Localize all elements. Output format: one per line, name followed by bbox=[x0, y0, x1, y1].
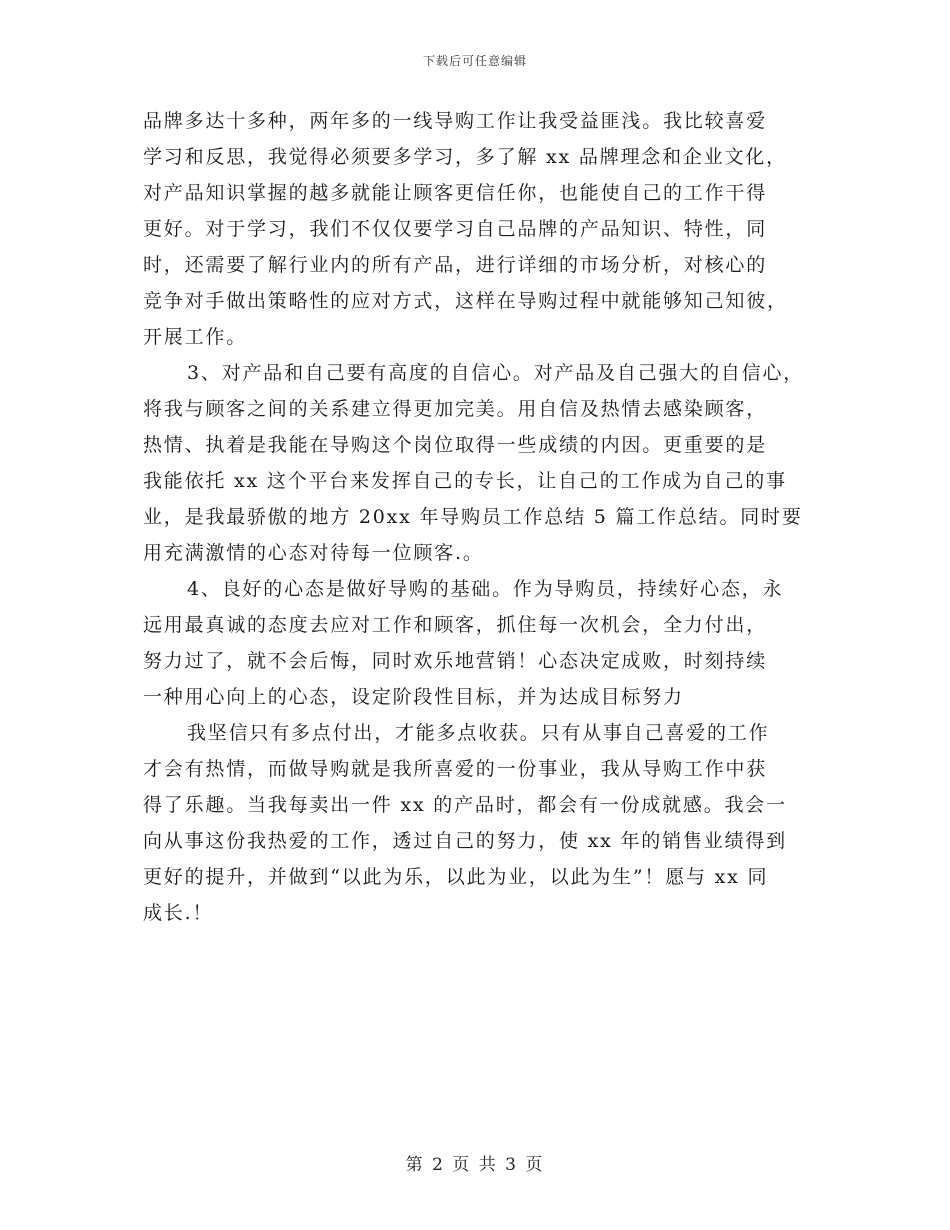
text-line: 才会有热情，而做导购就是我所喜爱的一份事业，我从导购工作中获 bbox=[143, 758, 768, 780]
text-line: 成长.！ bbox=[143, 902, 214, 924]
text-line: 业，是我最骄傲的地方 20xx 年导购员工作总结 5 篇工作总结。同时要 bbox=[143, 506, 803, 528]
paragraph-3 bbox=[143, 571, 823, 715]
text-line: 努力过了，就不会后悔，同时欢乐地营销！心态决定成败，时刻持续 bbox=[143, 650, 768, 672]
page-header: 下载后可任意编辑 bbox=[422, 54, 527, 68]
document-body bbox=[143, 103, 823, 931]
paragraph-1 bbox=[143, 103, 823, 355]
text-line: 时，还需要了解行业内的所有产品，进行详细的市场分析，对核心的 bbox=[143, 254, 768, 276]
text-line: 对产品知识掌握的越多就能让顾客更信任你，也能使自己的工作干得 bbox=[143, 182, 768, 204]
text-line: 学习和反思，我觉得必须要多学习，多了解 xx 品牌理念和企业文化， bbox=[143, 146, 787, 168]
text-line-indented: 4、良好的心态是做好导购的基础。作为导购员，持续好心态，永 bbox=[187, 578, 784, 600]
text-line: 热情、执着是我能在导购这个岗位取得一些成绩的内因。更重要的是 bbox=[143, 434, 768, 456]
text-line: 竞争对手做出策略性的应对方式，这样在导购过程中就能够知己知彼， bbox=[143, 290, 788, 312]
text-line: 开展工作。 bbox=[143, 326, 248, 348]
text-line: 远用最真诚的态度去应对工作和顾客，抓住每一次机会，全力付出， bbox=[143, 614, 768, 636]
text-line: 将我与顾客之间的关系建立得更加完美。用自信及热情去感染顾客， bbox=[143, 398, 768, 420]
text-line: 我能依托 xx 这个平台来发挥自己的专长，让自己的工作成为自己的事 bbox=[143, 470, 787, 492]
text-line: 品牌多达十多种，两年多的一线导购工作让我受益匪浅。我比较喜爱 bbox=[143, 110, 768, 132]
paragraph-2 bbox=[143, 355, 823, 571]
page-footer: 第 2 页 共 3 页 bbox=[405, 1155, 545, 1175]
text-line: 向从事这份我热爱的工作，透过自己的努力，使 xx 年的销售业绩得到 bbox=[143, 830, 787, 852]
text-line: 更好。对于学习，我们不仅仅要学习自己品牌的产品知识、特性，同 bbox=[143, 218, 768, 240]
text-line-indented: 3、对产品和自己要有高度的自信心。对产品及自己强大的自信心， bbox=[187, 362, 805, 384]
text-line: 用充满激情的心态对待每一位顾客.。 bbox=[143, 542, 484, 564]
text-line: 一种用心向上的心态，设定阶段性目标，并为达成目标努力 bbox=[143, 686, 684, 708]
text-line: 更好的提升，并做到“以此为乐，以此为业，以此为生”！愿与 xx 同 bbox=[143, 866, 769, 888]
text-line-indented: 我坚信只有多点付出，才能多点收获。只有从事自己喜爱的工作 bbox=[187, 722, 770, 744]
text-line: 得了乐趣。当我每卖出一件 xx 的产品时，都会有一份成就感。我会一 bbox=[143, 794, 787, 816]
paragraph-4 bbox=[143, 715, 823, 931]
